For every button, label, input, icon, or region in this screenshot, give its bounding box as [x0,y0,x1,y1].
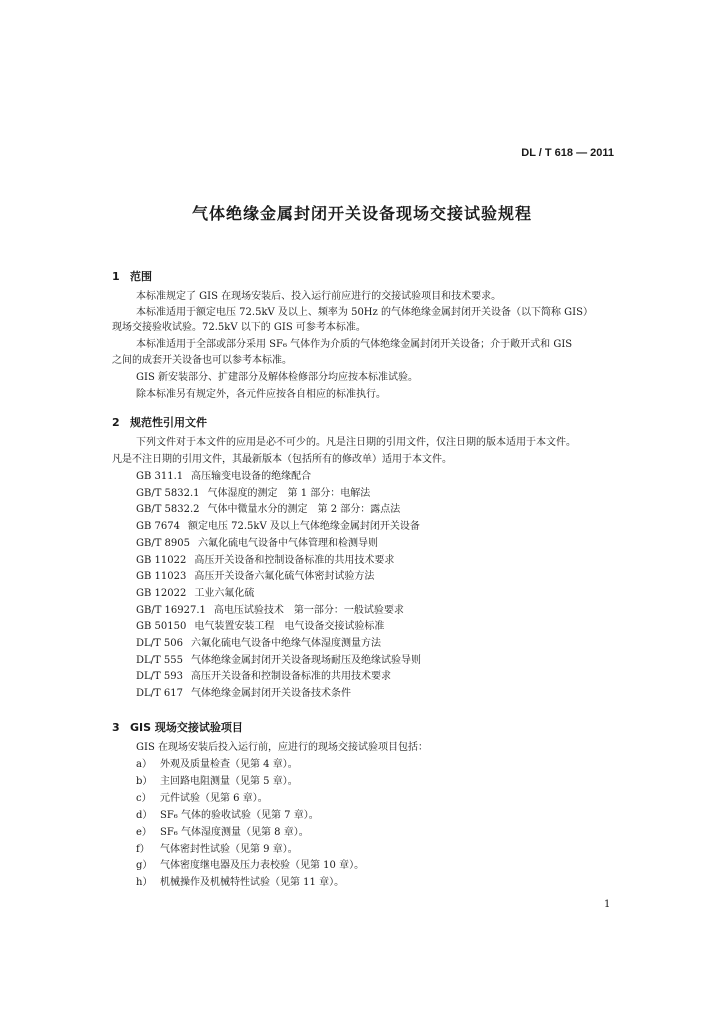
reference-code: GB 11023 [136,571,187,583]
section-number: 1 [112,270,120,283]
paragraph-line: 现场交接验收试验。72.5kV 以下的 GIS 可参考本标准。 [112,322,366,333]
reference-code: GB 11022 [136,554,187,566]
test-item [136,810,319,822]
reference-item [136,588,254,600]
item-text: 元件试验（见第 6 章）。 [160,792,268,804]
test-item [136,793,268,805]
reference-title: 电气装置安装工程 电气设备交接试验标准 [194,621,385,633]
item-text: 外观及质量检查（见第 4 章）。 [160,759,298,770]
reference-item [136,521,420,533]
reference-title: 高压开关设备六氟化硫气体密封试验方法 [194,571,375,583]
reference-code: GB/T 16927.1 [136,604,206,616]
section-title: 范围 [130,270,152,283]
item-text: SF₆ 气体的验收试验（见第 7 章）。 [160,809,319,821]
test-item [136,877,344,889]
section-number: 3 [112,721,120,734]
reference-title: 高压输变电设备的绝缘配合 [191,471,312,482]
reference-item [136,471,311,483]
section-3-heading [112,719,243,735]
page-number: 1 [604,899,611,910]
reference-title: 气体绝缘金属封闭开关设备现场耐压及绝缘试验导则 [190,654,421,666]
reference-code: GB/T 8905 [136,537,191,549]
item-label: e） [136,826,152,838]
item-label: g） [136,860,153,872]
section-number: 2 [112,416,120,429]
reference-title: 额定电压 72.5kV 及以上气体绝缘金属封闭开关设备 [187,521,420,533]
reference-code: DL/T 617 [136,688,183,700]
item-text: 气体密度继电器及压力表校验（见第 10 章）。 [160,860,365,872]
item-label: f） [136,843,150,855]
item-label: h） [136,877,153,889]
reference-item [136,688,351,700]
reference-code: GB/T 5832.2 [136,504,200,516]
reference-title: 工业六氟化硫 [194,587,255,599]
item-text: 主回路电阻测量（见第 5 章）。 [160,775,298,787]
reference-title: 高压开关设备和控制设备标准的共用技术要求 [190,671,391,683]
reference-item [136,504,400,516]
paragraph-line: 除本标准另有规定外，各元件应按各自相应的标准执行。 [136,389,386,400]
reference-code: DL/T 593 [136,671,183,683]
reference-code: GB/T 5832.1 [136,487,200,499]
reference-item [136,488,370,500]
test-item [136,860,364,872]
paragraph-line: 凡是不注日期的引用文件，其最新版本（包括所有的修改单）适用于本文件。 [112,454,452,465]
reference-item [136,605,404,617]
reference-item [136,655,421,667]
paragraph-line: GIS 新安装部分、扩建部分及解体检修部分均应按本标准试验。 [136,372,418,383]
test-item [136,844,298,856]
reference-item [136,638,381,650]
reference-title: 气体中微量水分的测定 第 2 部分：露点法 [207,504,401,516]
test-item [136,776,298,788]
item-label: a） [136,759,152,770]
reference-title: 气体绝缘金属封闭开关设备技术条件 [190,688,351,700]
reference-item [136,571,374,583]
reference-title: 气体湿度的测定 第 1 部分：电解法 [207,487,371,499]
reference-code: GB 12022 [136,587,187,599]
item-text: 气体密封性试验（见第 9 章）。 [160,843,298,855]
section-1-heading [112,268,152,284]
reference-item [136,538,378,550]
standard-number: DL / T 618 — 2011 [521,147,614,159]
paragraph-line: 本标准适用于全部或部分采用 SF₆ 气体作为介质的气体绝缘金属封闭开关设备；介于敞开式和 GIS [136,339,573,350]
document-title: 气体绝缘金属封闭开关设备现场交接试验规程 [191,204,532,223]
reference-code: GB 7674 [136,521,180,533]
reference-code: DL/T 555 [136,654,183,666]
section-title: GIS 现场交接试验项目 [130,721,243,734]
item-label: c） [136,792,152,804]
item-label: d） [136,809,153,821]
reference-item [136,555,394,567]
reference-code: GB 311.1 [136,471,184,482]
test-item [136,759,298,771]
paragraph-line: GIS 在现场安装后投入运行前，应进行的现场交接试验项目包括： [136,742,428,753]
reference-item [136,671,391,683]
reference-title: 高压开关设备和控制设备标准的共用技术要求 [194,554,395,566]
reference-title: 高电压试验技术 第一部分：一般试验要求 [213,604,404,616]
paragraph-line: 本标准规定了 GIS 在现场安装后、投入运行前应进行的交接试验项目和技术要求。 [136,291,502,302]
reference-title: 六氟化硫电气设备中气体管理和检测导则 [198,537,379,549]
paragraph-line: 之间的成套开关设备也可以参考本标准。 [112,355,292,366]
item-text: 机械操作及机械特性试验（见第 11 章）。 [160,877,345,889]
reference-code: DL/T 506 [136,638,183,649]
section-title: 规范性引用文件 [130,416,207,429]
item-text: SF₆ 气体湿度测量（见第 8 章）。 [160,826,309,838]
paragraph-line: 本标准适用于额定电压 72.5kV 及以上、频率为 50Hz 的气体绝缘金属封闭开关设备（以下简称 GIS） [136,307,593,318]
item-label: b） [136,775,153,787]
paragraph-line: 下列文件对于本文件的应用是必不可少的。凡是注日期的引用文件，仅注日期的版本适用于本文件。 [136,437,576,448]
reference-code: GB 50150 [136,621,187,633]
section-2-heading [112,414,207,430]
test-item [136,827,309,839]
reference-item [136,621,384,633]
reference-title: 六氟化硫电气设备中绝缘气体湿度测量方法 [190,638,381,649]
